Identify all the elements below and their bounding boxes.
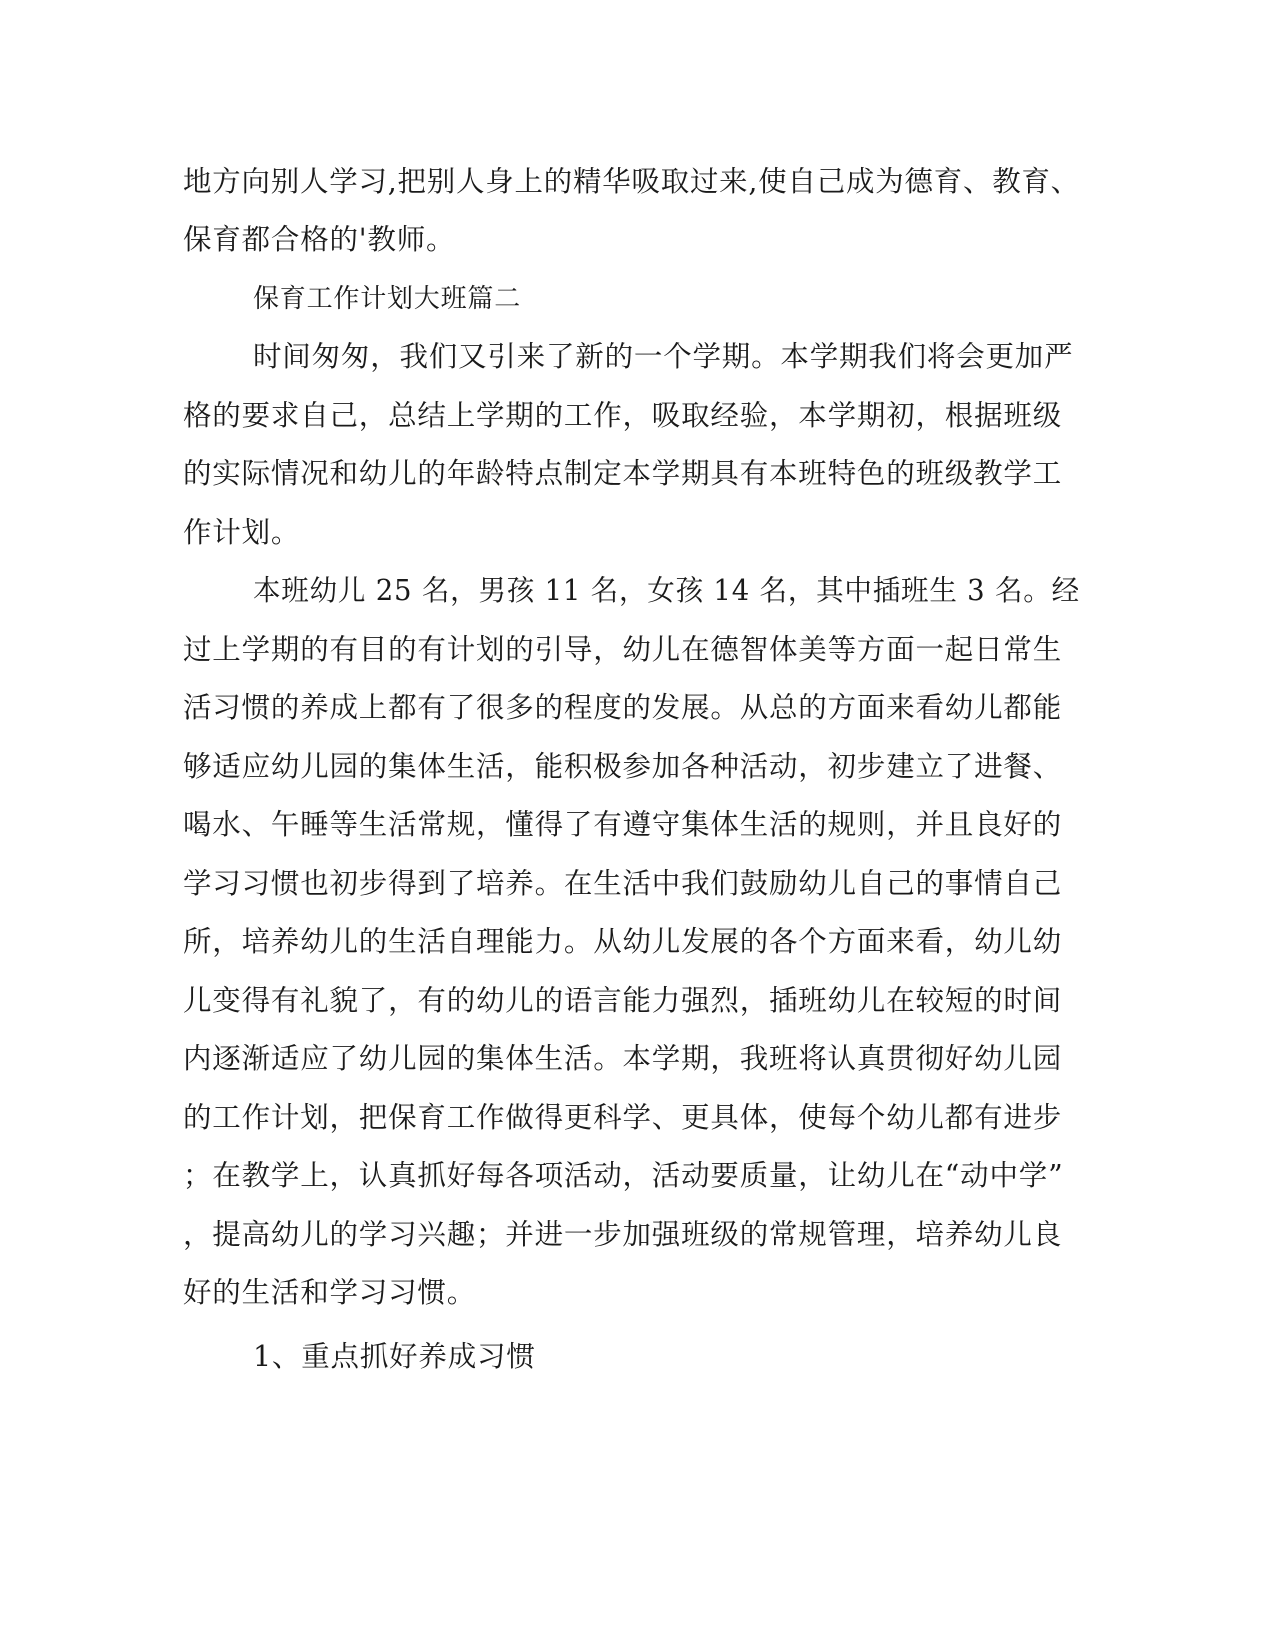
list-item-heading: 1、重点抓好养成习惯	[253, 1340, 536, 1373]
paragraph-2-line-1: 时间匆匆，我们又引来了新的一个学期。本学期我们将会更加严	[253, 340, 1074, 373]
paragraph-3-line-3: 活习惯的养成上都有了很多的程度的发展。从总的方面来看幼儿都能	[183, 691, 1063, 724]
paragraph-2-line-4: 作计划。	[183, 516, 301, 549]
paragraph-3-line-9: 内逐渐适应了幼儿园的集体生活。本学期，我班将认真贯彻好幼儿园	[183, 1042, 1063, 1075]
paragraph-2-line-2: 格的要求自己，总结上学期的工作，吸取经验，本学期初，根据班级	[183, 399, 1063, 432]
section-heading: 保育工作计划大班篇二	[253, 284, 522, 314]
paragraph-2-line-3: 的实际情况和幼儿的年龄特点制定本学期具有本班特色的班级教学工	[183, 457, 1063, 490]
paragraph-3-line-1: 本班幼儿 25 名，男孩 11 名，女孩 14 名，其中插班生 3 名。经	[253, 574, 1080, 607]
paragraph-3-line-2: 过上学期的有目的有计划的引导，幼儿在德智体美等方面一起日常生	[183, 633, 1063, 666]
paragraph-1-line-2: 保育都合格的'教师。	[183, 223, 456, 256]
paragraph-1-line-1: 地方向别人学习,把别人身上的精华吸取过来,使自己成为德育、教育、	[183, 165, 1080, 198]
paragraph-3-line-10: 的工作计划，把保育工作做得更科学、更具体，使每个幼儿都有进步	[183, 1101, 1063, 1134]
paragraph-3-line-5: 喝水、午睡等生活常规，懂得了有遵守集体生活的规则，并且良好的	[183, 808, 1063, 841]
paragraph-3-line-12: ，提高幼儿的学习兴趣；并进一步加强班级的常规管理，培养幼儿良	[183, 1218, 1063, 1251]
paragraph-3-line-6: 学习习惯也初步得到了培养。在生活中我们鼓励幼儿自己的事情自己	[183, 867, 1063, 900]
paragraph-3-line-4: 够适应幼儿园的集体生活，能积极参加各种活动，初步建立了进餐、	[183, 750, 1063, 783]
paragraph-3-line-13: 好的生活和学习习惯。	[183, 1276, 477, 1309]
paragraph-3-line-8: 儿变得有礼貌了，有的幼儿的语言能力强烈，插班幼儿在较短的时间	[183, 984, 1063, 1017]
paragraph-3-line-11: ；在教学上，认真抓好每各项活动，活动要质量，让幼儿在“动中学”	[183, 1159, 1064, 1192]
paragraph-3-line-7: 所，培养幼儿的生活自理能力。从幼儿发展的各个方面来看，幼儿幼	[183, 925, 1063, 958]
